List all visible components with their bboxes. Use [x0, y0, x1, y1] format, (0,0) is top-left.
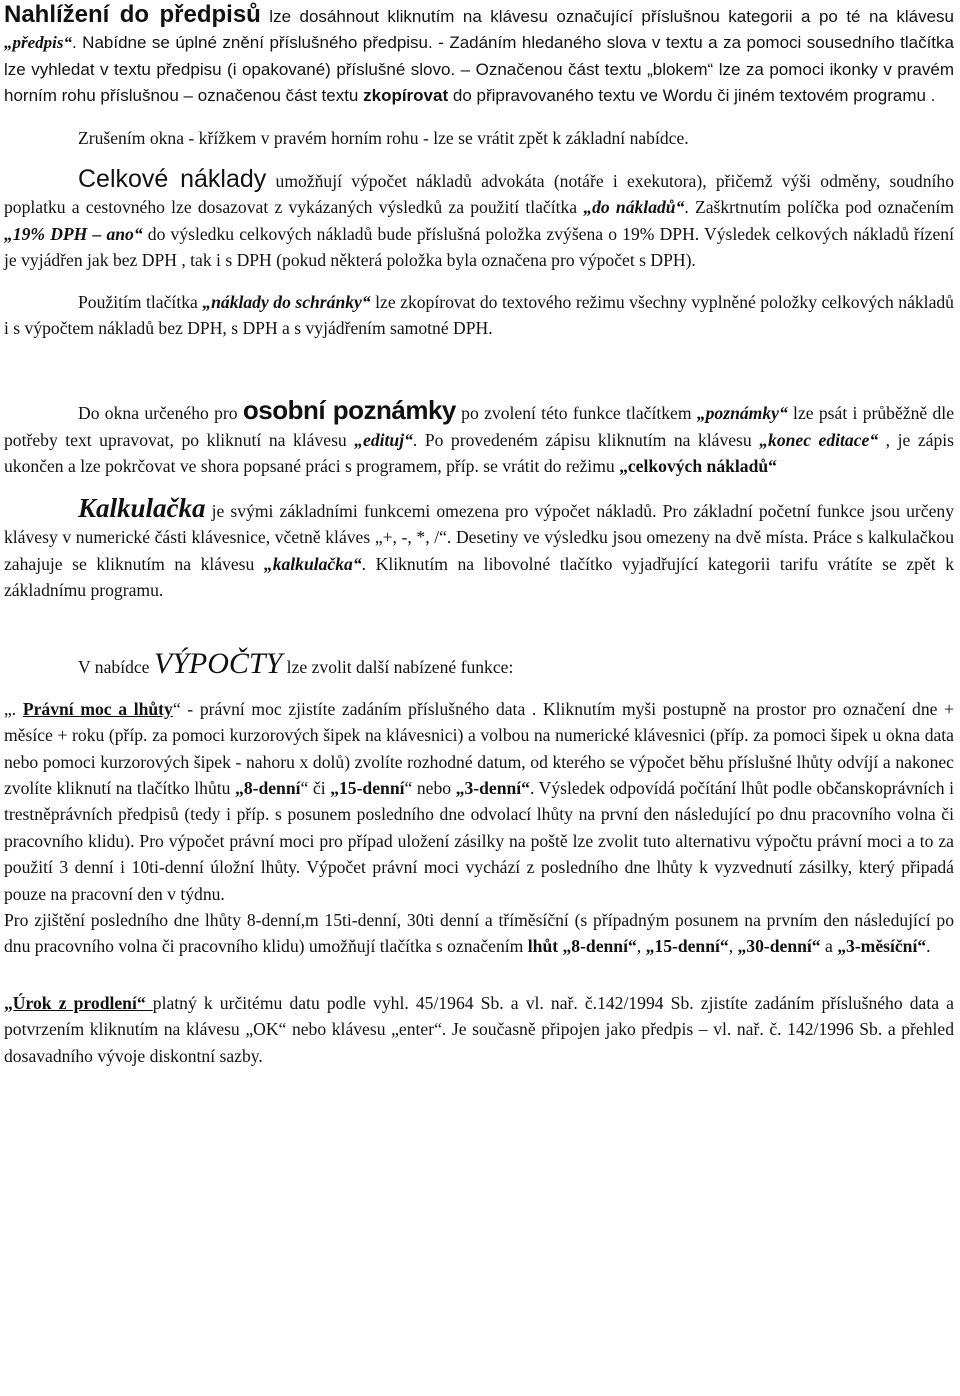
paragraph-naklady-do-schranky	[4, 289, 954, 342]
text: do výsledku celkových nákladů bude příslušná položka zvýšena o 19% DPH. Výsledek celkových nákladů řízení je vyjádřen jak bez DPH , tak i s DPH (pokud některá položka byla označena pro výpočet s DPH).	[4, 223, 954, 271]
key-celkovych-nakladu: „celkových nákladů“	[619, 456, 777, 477]
text: , je zápis ukončen a lze pokrčovat ve shora popsané práci s programem, příp. se vrátit do režimu	[4, 429, 954, 477]
text: umožňují výpočet nákladů advokáta (notáře i exekutora), přičemž výši odměny, soudního poplatku a cestovného lze dosazovat z vykázaných výsledků za použití tlačítka	[4, 171, 954, 218]
text: Pro zjištění posledního dne lhůty 8-denní,m 15ti-denní, 30ti denní a tříměsíční (s případným posunem na prvním den následující po dnu pracovního volna či pracovního klidu) umožňují tlačítka s označením	[4, 909, 954, 957]
key-predpis: „předpis“	[4, 33, 72, 53]
text: Do okna určeného pro	[78, 403, 243, 424]
key-zkopirovat: zkopírovat	[363, 86, 449, 106]
key-15-denni: „15-denní	[330, 777, 405, 798]
text: . Zaškrtnutím políčka pod označením	[684, 197, 954, 218]
paragraph-celkove-naklady	[4, 166, 954, 274]
text: . Výsledek odpovídá počítání lhůt podle občanskoprávních i trestněprávních předpisů (tedy i příp. s posunem posledního dne odvolací lhůty na první den následující po dnu pracovního volna či pracovního klidu). Pro výpočet právní moci pro případ uložení zásilky na poště lze zvolit tuto alternativu výpočtu právní moci a to za použití 3 denní i 10ti-denní úložní lhůty. Výpočet právní moci vychází z posledního dne lhůty k vyzvednutí zásilky, který připadá pouze na pracovní den v týdnu.	[4, 777, 954, 904]
paragraph-kalkulacka	[4, 492, 955, 604]
heading-vypocty: VÝPOČTY	[153, 647, 283, 681]
text: . Po provedeném zápisu kliknutím na klávesu	[412, 429, 760, 450]
key-8-denni: „8-denní	[235, 777, 301, 798]
key-naklady-do-schranky: „náklady do schránky“	[202, 291, 371, 312]
heading-kalkulacka: Kalkulačka	[78, 492, 206, 523]
text: V nabídce	[78, 657, 154, 678]
text: “ nebo	[404, 777, 456, 798]
text: „blokem“	[647, 59, 714, 79]
key-lhut-3-mesicni: „3-měsíční“	[837, 936, 927, 957]
text: lze zvolit další nabízené funkce:	[282, 657, 514, 678]
paragraph-vypocty	[4, 647, 954, 681]
text: ,	[636, 936, 646, 957]
text: “ či	[300, 777, 331, 798]
text: Použitím tlačítka	[78, 291, 203, 312]
key-konec-editace: „konec editace“	[759, 429, 879, 450]
text: lze zkopírovat do textového režimu všechny vyplněné položky celkových nákladů i s výpočtem nákladů bez DPH, s DPH a s vyjádřením samotné DPH.	[4, 291, 954, 339]
text: . Nabídne se úplné znění příslušného předpisu. - Zadáním hledaného slova v textu a za pomoci sousedního tlačítka lze vyhledat v textu předpisu (i opakované) příslušné slovo. – Označenou část textu	[4, 33, 954, 79]
key-3-denni: „3-denní“	[455, 777, 530, 798]
key-edituj: „edituj“	[354, 429, 413, 450]
text: . Kliknutím na libovolné tlačítko vyjadřující kategorii tarifu vrátíte se zpět k základnímu programu.	[4, 553, 955, 600]
heading-osobni-poznamky: osobní poznámky	[242, 395, 456, 426]
paragraph-pravni-moc	[4, 696, 954, 907]
key-kalkulacka: „kalkulačka“	[263, 553, 362, 574]
heading-predpisy: Nahlížení do předpisů	[4, 1, 261, 28]
text: .	[926, 936, 931, 957]
heading-urok-z-prodleni: „Úrok z prodlení“	[4, 992, 153, 1013]
key-lhut-30-denni: „30-denní“	[737, 936, 821, 957]
text: po zvolení této funkce tlačítkem	[455, 403, 697, 424]
paragraph-predpisy	[4, 2, 954, 110]
text: platný k určitému datu podle vyhl. 45/1964 Sb. a vl. nař. č.142/1994 Sb. zjistíte zadáním příslušného data a potvrzením kliknutím na klávesu „OK“ nebo klávesu „enter“. Je současně připojen jako předpis – vl. nař. č. 142/1996 Sb. a přehled dosavadního vývoje diskontní sazby.	[4, 992, 954, 1066]
text: lze za pomoci ikonky v pravém horním rohu příslušnou – označenou část textu	[4, 59, 954, 106]
heading-celkove-naklady: Celkové náklady	[78, 165, 267, 194]
text: lze dosáhnout kliknutím na klávesu označující příslušnou kategorii a po té na klávesu	[260, 7, 954, 26]
text: do připravovaného textu ve Wordu či jiném textovém programu .	[448, 86, 936, 106]
paragraph-osobni-poznamky	[4, 397, 954, 479]
key-lhut-8-denni: lhůt „8-denní“	[527, 936, 637, 957]
text: „.	[4, 698, 23, 719]
key-do-nakladu: „do nákladů“	[583, 197, 685, 218]
text: je svými základními funkcemi omezena pro výpočet nákladů. Pro základní početní funkce jsou určeny klávesy v numerické části klávesnice, včetně kláves „+, -, *, /“. Desetiny ve výsledku jsou omezeny na dvě místa. Práce s kalkulačkou zahajuje se kliknutím na klávesu	[4, 500, 954, 574]
key-poznamky: „poznámky“	[696, 403, 788, 424]
text: “ - právní moc zjistíte zadáním příslušného data . Kliknutím myši postupně na prostor pro označení dne + měsíce + roku (příp. za pomoci kurzorových šipek na klávesnici) a volbou na numerické klávesnici (příp. za pomoci šipek u okna data nebo pomoci kurzorových šipek - nahoru x dolů) zvolíte rozhodné datum, od kterého se výpočet běhu příslušné lhůty odvíjí a nakonec zvolíte kliknutí na tlačítko lhůtu	[4, 698, 955, 798]
heading-pravni-moc: Právní moc a lhůty	[22, 698, 173, 719]
paragraph-urok	[4, 990, 954, 1069]
text: lze psát i průběžně dle potřeby text upravovat, po kliknutí na klávesu	[4, 403, 954, 450]
text: ,	[728, 936, 738, 957]
paragraph-lhuty	[4, 907, 954, 960]
text: a	[820, 936, 838, 957]
key-lhut-15-denni: „15-denní“	[645, 936, 729, 957]
key-dph-ano: „19% DPH – ano“	[4, 223, 143, 244]
paragraph-zruseni: Zrušením okna - křížkem v pravém horním rohu - lze se vrátit zpět k základní nabídce.	[78, 127, 689, 148]
